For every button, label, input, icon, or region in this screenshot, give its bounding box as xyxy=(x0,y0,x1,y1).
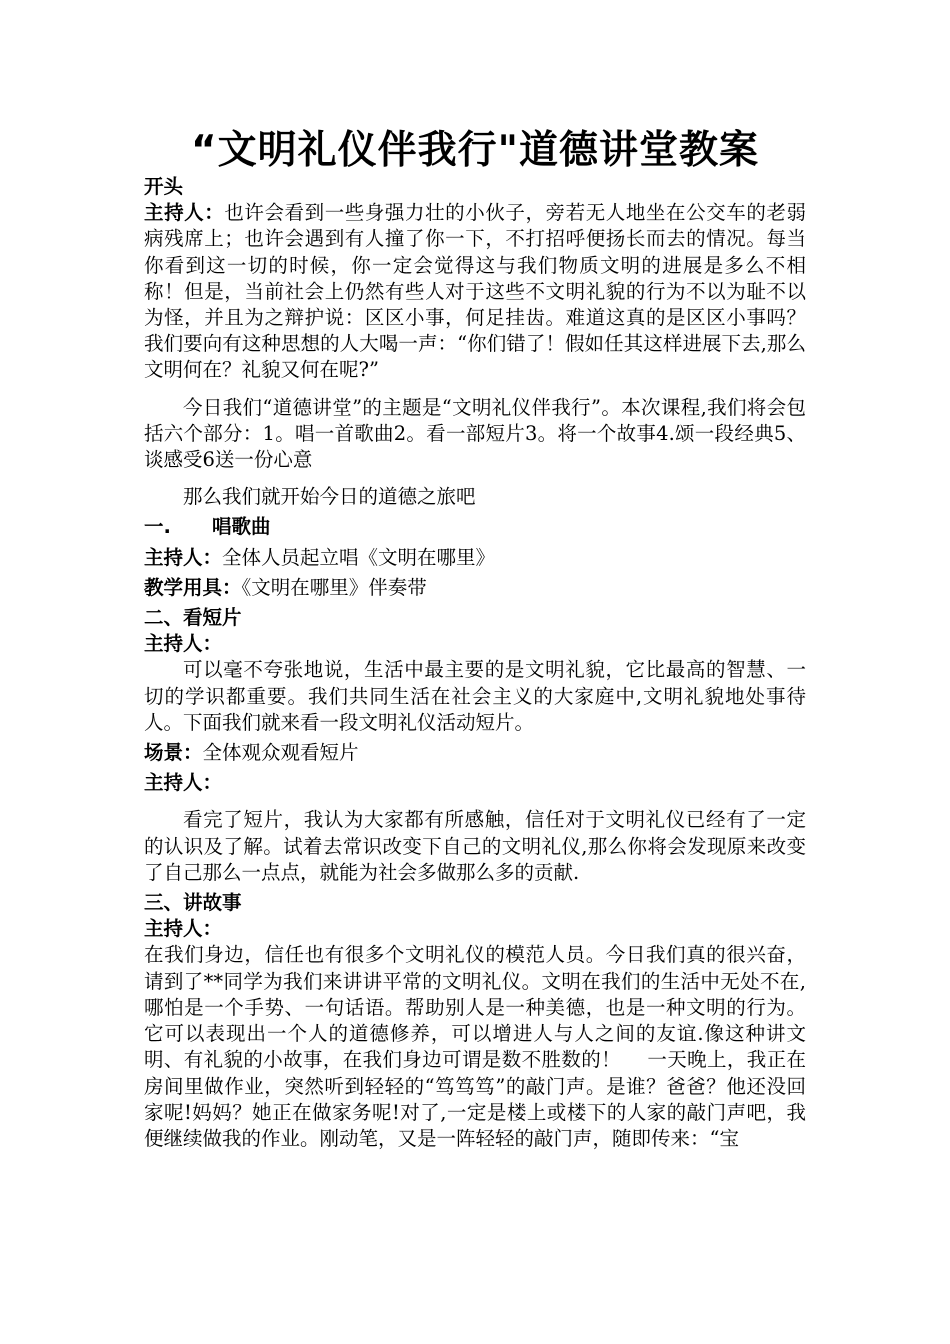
scene-label: 场景： xyxy=(144,741,203,765)
section-2-scene xyxy=(144,740,806,766)
document-title: “文明礼仪伴我行"道德讲堂教案 xyxy=(191,128,759,173)
section-2-heading: 二、看短片 xyxy=(144,606,242,630)
opening-host-paragraph xyxy=(144,200,806,383)
section-2-host-label: 主持人： xyxy=(144,632,223,656)
opening-host-text: 也许会看到一些身强力壮的小伙子，旁若无人地坐在公交车的老弱病残席上；也许会遇到有人撞了你一下，不打招呼便扬长而去的情况。每当你看到这一切的时候，你一定会觉得这与我们物质文明的进展是多么不相称！但是，当前社会上仍然有些人对于这些不文明礼貌的行为不以为耻不以为怪，并且为之辩护说：区区小事，何足挂齿。难道这真的是区区小事吗？我们要向有这种思想的人大喝一声：“你们错了！假如任其这样进展下去,那么文明何在？礼貌又何在呢?” xyxy=(144,201,806,382)
section-3-paragraph-1: 在我们身边，信任也有很多个文明礼仪的模范人员。今日我们真的很兴奋，请到了**同学为我们来讲讲平常的文明礼仪。文明在我们的生活中无处不在,哪怕是一个手势、一句话语。帮助别人是一种美德，也是一种文明的行为。它可以表现出一个人的道德修养，可以增进人与人之间的友谊.像这种讲文明、有礼貌的小故事，在我们身边可谓是数不胜数的！ 一天晚上，我正在房间里做作业，突然听到轻轻的“笃笃笃”的敲门声。是谁？爸爸？他还没回家呢!妈妈？她正在做家务呢!对了,一定是楼上或楼下的人家的敲门声吧，我便继续做我的作业。刚动笔，又是一阵轻轻的敲门声，随即传来：“宝 xyxy=(144,943,806,1150)
host-label: 主持人： xyxy=(144,545,223,569)
section-3-host-label: 主持人： xyxy=(144,917,223,941)
section-1-number: 一. xyxy=(144,515,171,539)
start-paragraph: 那么我们就开始今日的道德之旅吧 xyxy=(183,485,476,509)
section-3-heading: 三、讲故事 xyxy=(144,891,242,915)
section-1-host-text: 全体人员起立唱《文明在哪里》 xyxy=(222,545,496,569)
section-1-heading xyxy=(144,514,806,540)
intro-paragraph: 今日我们“道德讲堂”的主题是“文明礼仪伴我行”。本次课程,我们将会包括六个部分：1。唱一首歌曲2。看一部短片3。将一个故事4.颂一段经典5、谈感受6送一份心意 xyxy=(144,395,806,472)
section-1-host xyxy=(144,545,806,571)
host-label: 主持人： xyxy=(144,201,225,225)
tools-label: 教学用具： xyxy=(144,575,242,599)
document-page xyxy=(144,124,806,1152)
opening-heading: 开头 xyxy=(144,175,184,198)
section-1-tools xyxy=(144,575,806,601)
section-1-title: 唱歌曲 xyxy=(212,515,271,539)
section-2-paragraph-2: 看完了短片，我认为大家都有所感触，信任对于文明礼仪已经有了一定的认识及了解。试着去常识改变下自己的文明礼仪,那么你将会发现原来改变了自己那么一点点，就能为社会多做那么多的贡献. xyxy=(144,808,806,884)
section-2-scene-text: 全体观众观看短片 xyxy=(202,741,359,765)
section-1-tools-text: 《文明在哪里》伴奏带 xyxy=(241,575,427,599)
section-2-host-label-2: 主持人： xyxy=(144,771,223,795)
section-2-paragraph-1: 可以毫不夸张地说，生活中最主要的是文明礼貌，它比最高的智慧、一切的学识都重要。我们共同生活在社会主义的大家庭中,文明礼貌地处事待人。下面我们就来看一段文明礼仪活动短片。 xyxy=(144,658,806,734)
